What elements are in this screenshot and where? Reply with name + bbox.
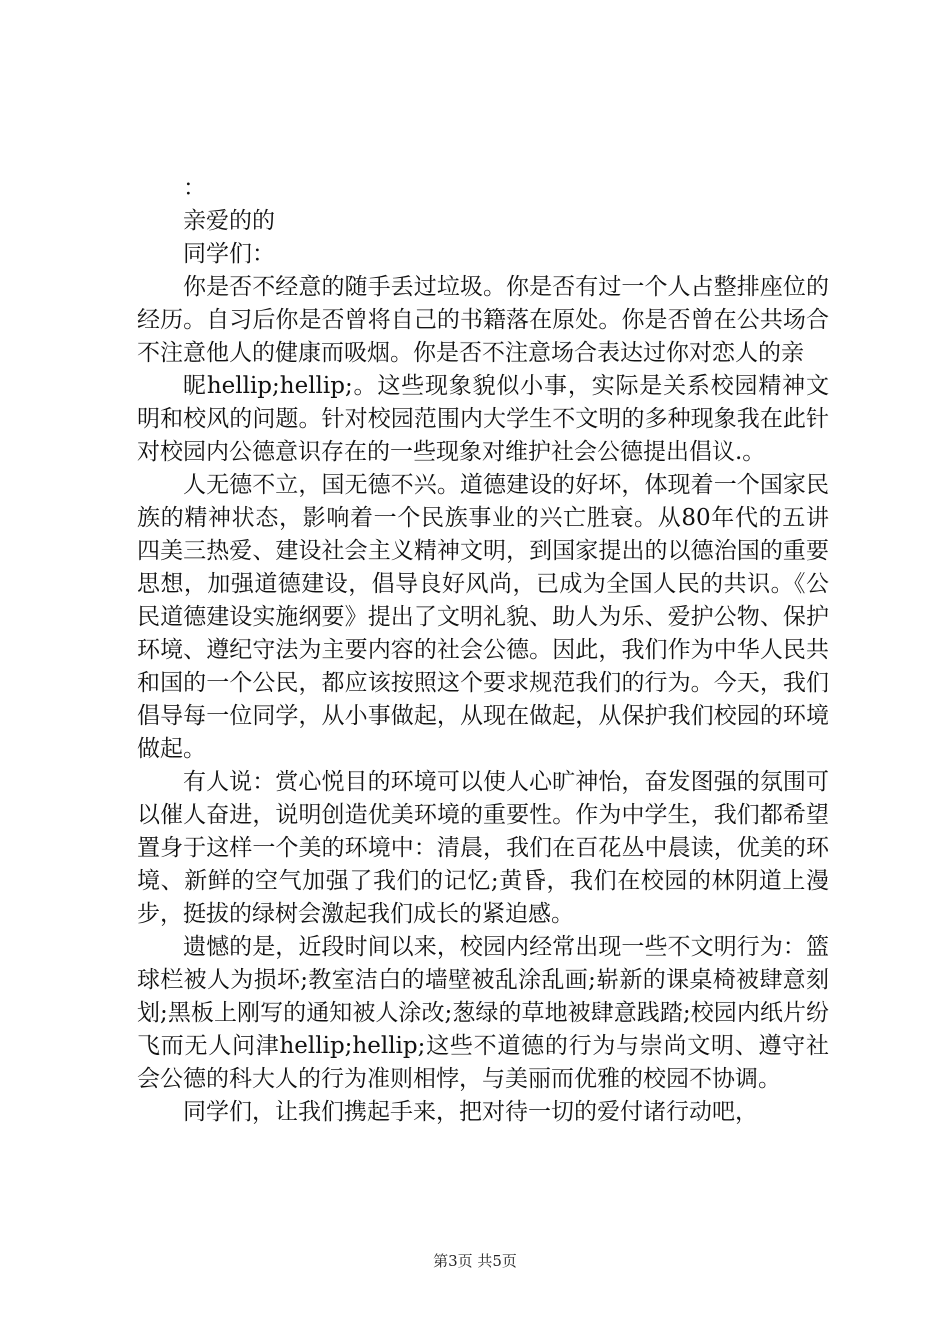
salutation-line-1: 亲爱的的 bbox=[183, 208, 275, 234]
paragraph-call-to-action: 同学们，让我们携起手来，把对待一切的爱付诸行动吧， bbox=[183, 1099, 758, 1125]
paragraph-morality: 人无德不立，国无德不兴。道德建设的好坏，体现着一个国家民族的精神状态，影响着一个民族事业的兴亡胜衰。从80年代的五讲四美三热爱、建设社会主义精神文明，到国家提出的以德治国的重要思想，加强道德建设，倡导良好风尚，已成为全国人民的共识。《公民道德建设实施纲要》提出了文明礼貌、助人为乐、爱护公物、保护环境、遵纪守法为主要内容的社会公德。因此，我们作为中华人民共和国的一个公民，都应该按照这个要求规范我们的行为。今天，我们倡导每一位同学，从小事做起，从现在做起，从保护我们校园的环境做起。 bbox=[137, 472, 829, 762]
salutation-line-2: 同学们： bbox=[183, 241, 275, 267]
paragraph-regret: 遗憾的是，近段时间以来，校园内经常出现一些不文明行为：篮球栏被人为损坏;教室洁白的墙壁被乱涂乱画;崭新的课桌椅被肆意刻划;黑板上刚写的通知被人涂改;葱绿的草地被肆意践踏;校园内纸片纷飞而无人问津hellip;hellip;这些不道德的行为与崇尚文明、遵守社会公德的科大人的行为准则相悖，与美丽而优雅的校园不协调。 bbox=[137, 934, 829, 1092]
paragraph-questions: 你是否不经意的随手丢过垃圾。你是否有过一个人占整排座位的经历。自习后你是否曾将自己的书籍落在原处。你是否曾在公共场合不注意他人的健康而吸烟。你是否不注意场合表达过你对恋人的亲 bbox=[137, 274, 829, 366]
paragraph-environment: 有人说：赏心悦目的环境可以使人心旷神怡，奋发图强的氛围可以催人奋进，说明创造优美环境的重要性。作为中学生，我们都希望置身于这样一个美的环境中：清晨，我们在百花丛中晨读，优美的环境、新鲜的空气加强了我们的记忆;黄昏，我们在校园的林阴道上漫步，挺拔的绿树会激起我们成长的紧迫感。 bbox=[137, 769, 829, 927]
document-body bbox=[137, 172, 829, 1129]
page-number-footer: 第3页 共5页 bbox=[433, 1252, 517, 1270]
paragraph-phenomena: 昵hellip;hellip;。这些现象貌似小事，实际是关系校园精神文明和校风的问题。针对校园范围内大学生不文明的多种现象我在此针对校园内公德意识存在的一些现象对维护社会公德提出倡议.。 bbox=[137, 373, 829, 465]
colon-line: ： bbox=[183, 175, 206, 201]
